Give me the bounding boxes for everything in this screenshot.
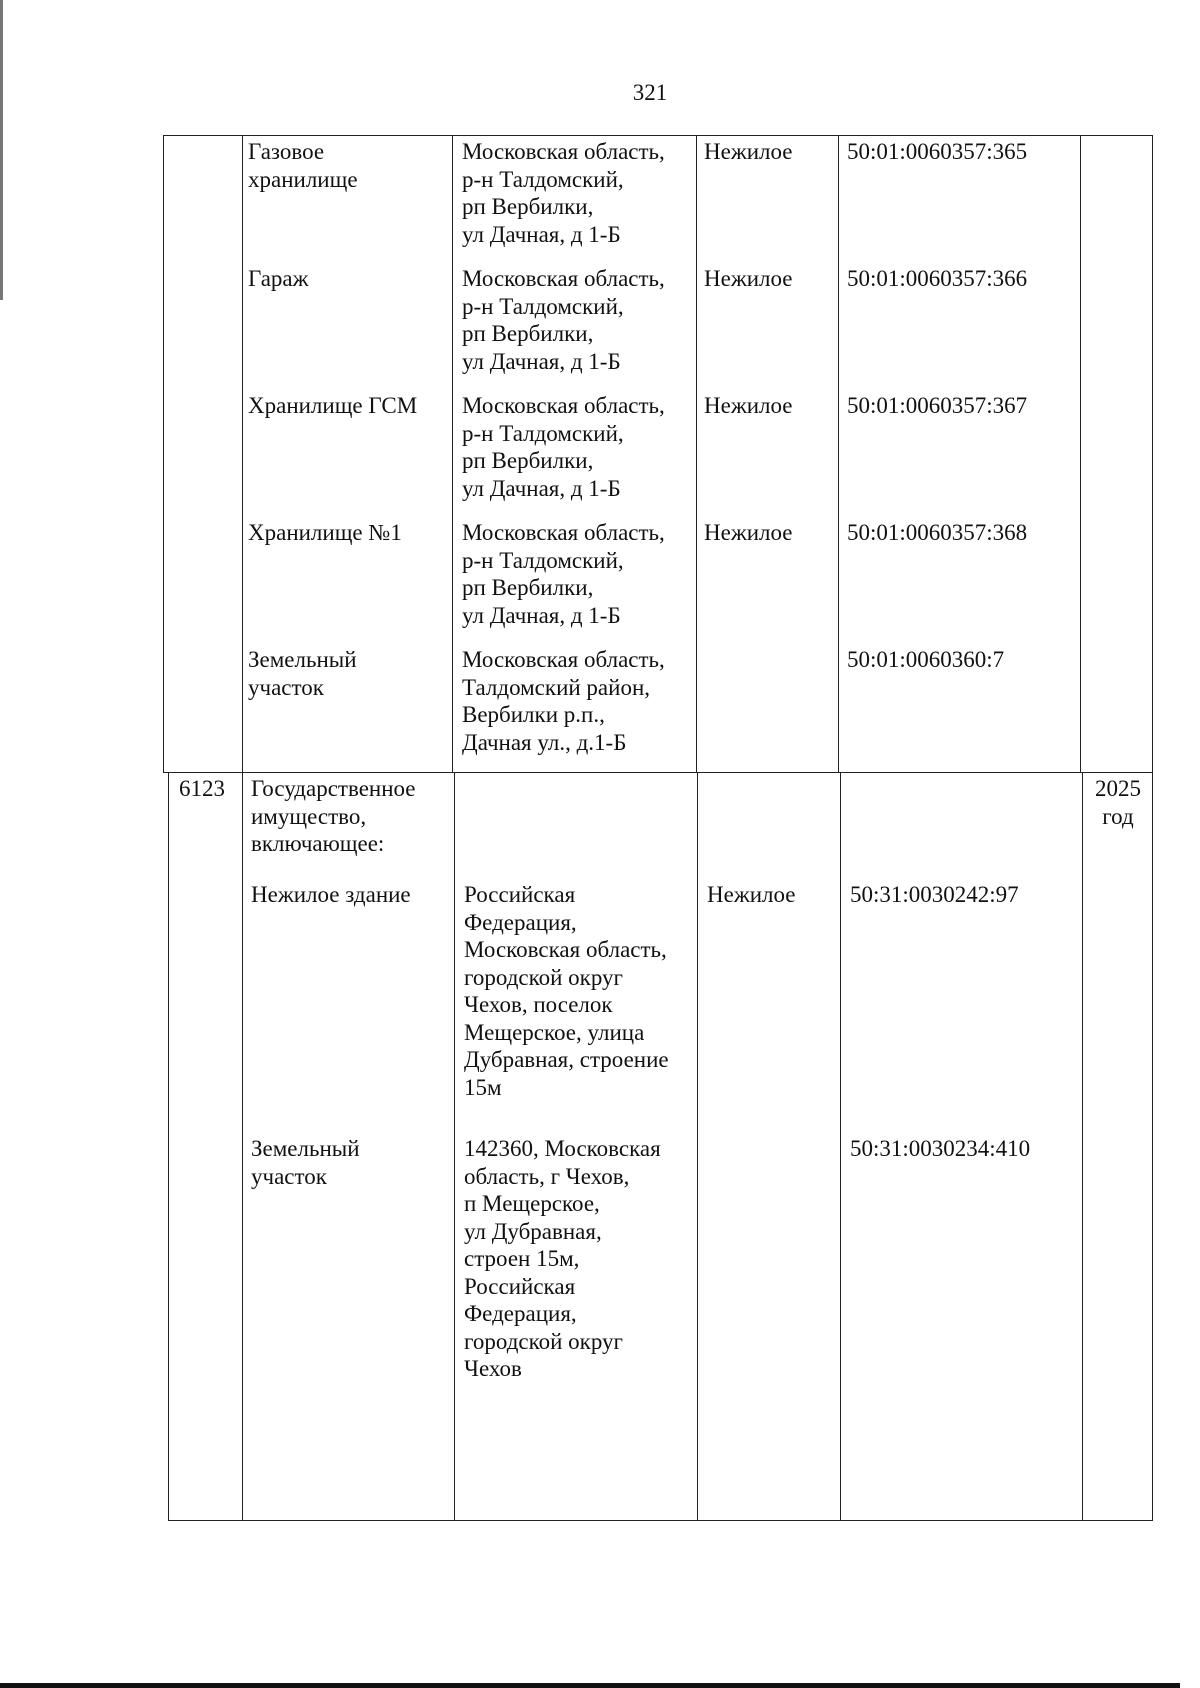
column-divider: [1080, 136, 1081, 772]
object-type: Нежилое: [704, 520, 793, 545]
column-divider: [840, 773, 841, 1520]
object-name: Хранилище ГСМ: [248, 393, 418, 418]
column-divider: [1082, 773, 1083, 1520]
record-number: 6123: [179, 776, 225, 801]
scan-left-edge: [0, 0, 3, 300]
object-address: Российская Федерация, Московская область, городской округ Чехов, поселок Мещерское, улица Дубравная, строение 15м: [464, 882, 669, 1100]
object-name: Хранилище №1: [248, 520, 402, 545]
cadastral-number: 50:31:0030234:410: [850, 1136, 1031, 1161]
object-name: Земельный участок: [251, 1136, 360, 1189]
cadastral-number: 50:31:0030242:97: [850, 882, 1019, 907]
scan-bottom-edge: [0, 1683, 1180, 1688]
object-name: Гараж: [248, 266, 309, 291]
page-number: 321: [632, 80, 668, 105]
cadastral-number: 50:01:0060357:367: [847, 393, 1028, 418]
cadastral-number: 50:01:0060360:7: [847, 647, 1005, 672]
column-divider: [452, 136, 453, 772]
object-address: Московская область, р-н Талдомский, рп Вербилки, ул Дачная, д 1-Б: [462, 520, 665, 628]
object-type: Нежилое: [704, 266, 793, 291]
column-divider: [242, 136, 243, 772]
object-address: Московская область, р-н Талдомский, рп Вербилки, ул Дачная, д 1-Б: [462, 139, 665, 247]
column-divider: [697, 773, 698, 1520]
cadastral-number: 50:01:0060357:366: [847, 266, 1028, 291]
column-divider: [838, 136, 839, 772]
object-type: Нежилое: [704, 139, 793, 164]
cadastral-number: 50:01:0060357:368: [847, 520, 1028, 545]
column-divider: [696, 136, 697, 772]
object-type: Нежилое: [704, 393, 793, 418]
object-name: Земельный участок: [248, 647, 357, 700]
record-year: 2025 год: [1095, 776, 1141, 829]
object-type: Нежилое: [707, 882, 796, 907]
object-address: 142360, Московская область, г Чехов, п Мещерское, ул Дубравная, строен 15м, Российская Федерация, городской округ Чехов: [464, 1136, 661, 1381]
cadastral-number: 50:01:0060357:365: [847, 139, 1028, 164]
object-address: Московская область, Талдомский район, Вербилки р.п., Дачная ул., д.1-Б: [462, 647, 665, 755]
column-divider: [454, 773, 455, 1520]
object-name: Нежилое здание: [251, 882, 411, 907]
property-table-continuation: [163, 135, 1153, 773]
object-address: Московская область, р-н Талдомский, рп Вербилки, ул Дачная, д 1-Б: [462, 266, 665, 374]
record-title: Государственное имущество, включающее:: [251, 776, 416, 856]
column-divider: [242, 773, 243, 1520]
object-address: Московская область, р-н Талдомский, рп Вербилки, ул Дачная, д 1-Б: [462, 393, 665, 501]
property-table-6123: [168, 773, 1153, 1521]
object-name: Газовое хранилище: [248, 139, 358, 192]
